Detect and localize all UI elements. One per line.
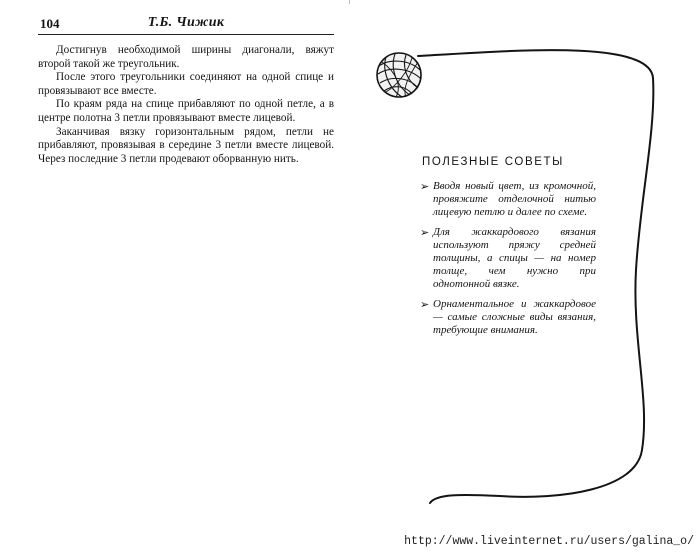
paragraph: Достигнув необходимой ширины диагонали, вяжут второй такой же треугольник. [38, 44, 334, 70]
yarn-ball [377, 53, 421, 97]
body-text [38, 44, 334, 166]
tip-text: Вводя новый цвет, из кромочной, провяжите отделочной нитью лицевую петлю и далее по схеме. [433, 180, 596, 219]
tips-heading: ПОЛЕЗНЫЕ СОВЕТЫ [422, 156, 564, 168]
arrow-bullet-icon: ➢ [420, 297, 430, 311]
list-item [420, 226, 596, 292]
paragraph: Заканчивая вязку горизонтальным рядом, петли не прибавляют, провязывая в середине 3 петли вместе лицевой. Через последние 3 петли продевают оборванную нить. [38, 125, 334, 165]
right-page [350, 0, 700, 552]
list-item [420, 180, 596, 220]
running-header [38, 14, 334, 35]
paragraph: После этого треугольники соединяют на одной спице и провязывают все вместе. [38, 71, 334, 97]
source-watermark: http://www.liveinternet.ru/users/galina_o/ [404, 535, 694, 548]
tip-text: Орнаментальное и жаккардовое — самые сложные виды вязания, требующие внимания. [433, 297, 596, 337]
arrow-bullet-icon: ➢ [420, 225, 430, 239]
paragraph: По краям ряда на спице прибавляют по одной петле, а в центре полотна 3 петли провязывают вместе лицевой. [38, 98, 334, 124]
arrow-bullet-icon: ➢ [420, 180, 430, 193]
page-number: 104 [40, 16, 60, 31]
running-title: Т.Б. Чижик [147, 15, 225, 30]
tips-list [420, 180, 596, 343]
tip-text: Для жаккардового вязания используют пряжу средней толщины, а спицы — на номер толще, чем нужно при однотонной вязке. [433, 225, 596, 291]
list-item [420, 298, 596, 338]
